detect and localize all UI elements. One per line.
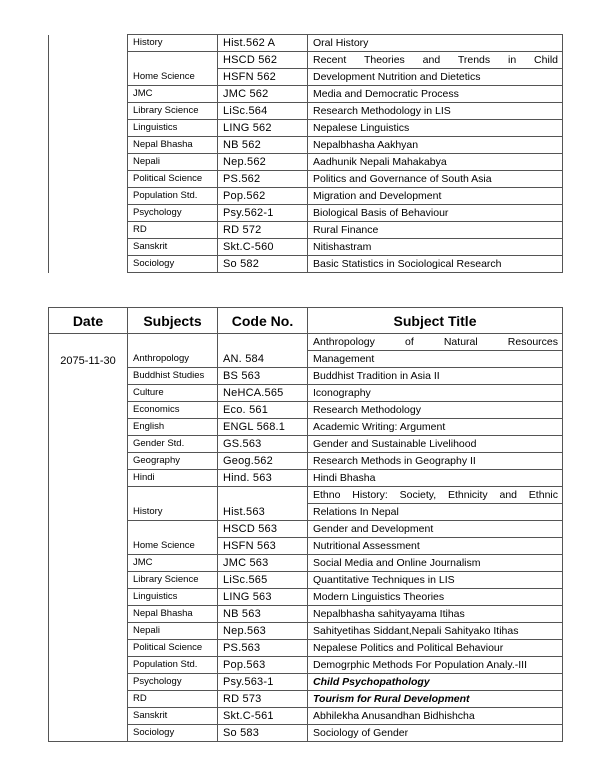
subject-cell: Psychology [128, 674, 218, 691]
subject-cell: Economics [128, 402, 218, 419]
subject-cell: Linguistics [128, 120, 218, 137]
header-subject-title: Subject Title [308, 308, 563, 334]
title-cell: Relations In Nepal [308, 504, 563, 521]
subject-cell: Library Science [128, 103, 218, 120]
title-cell: Ethno History: Society, Ethnicity and Ethnic [308, 487, 563, 504]
subject-cell: Nepali [128, 154, 218, 171]
title-cell: Social Media and Online Journalism [308, 555, 563, 572]
title-cell: Migration and Development [308, 188, 563, 205]
code-cell: Pop.562 [218, 188, 308, 205]
code-cell: LiSc.565 [218, 572, 308, 589]
code-cell: LING 562 [218, 120, 308, 137]
subject-cell: Population Std. [128, 657, 218, 674]
subject-cell: Hindi [128, 470, 218, 487]
title-cell: Development Nutrition and Dietetics [308, 69, 563, 86]
code-cell: NB 562 [218, 137, 308, 154]
code-cell: Hind. 563 [218, 470, 308, 487]
code-cell: Psy.562-1 [218, 205, 308, 222]
title-cell: Gender and Development [308, 521, 563, 538]
title-cell: Demogrphic Methods For Population Analy.-III [308, 657, 563, 674]
subject-cell: English [128, 419, 218, 436]
subject-cell: History [128, 487, 218, 521]
code-cell: PS.563 [218, 640, 308, 657]
subject-cell: Nepal Bhasha [128, 137, 218, 154]
code-cell: So 583 [218, 725, 308, 742]
code-cell: Nep.563 [218, 623, 308, 640]
code-cell: AN. 584 [218, 334, 308, 368]
code-cell: Hist.562 A [218, 35, 308, 52]
table1-body [49, 35, 563, 273]
title-cell: Nutritional Assessment [308, 538, 563, 555]
title-cell: Nepalbhasha Aakhyan [308, 137, 563, 154]
subject-cell: RD [128, 691, 218, 708]
subject-cell: Nepali [128, 623, 218, 640]
title-cell: Quantitative Techniques in LIS [308, 572, 563, 589]
subject-cell: Nepal Bhasha [128, 606, 218, 623]
exam-date: 2075-11-30 [60, 355, 116, 367]
title-cell: Anthropology of Natural Resources [308, 334, 563, 351]
subject-cell: Psychology [128, 205, 218, 222]
exam-schedule-table [48, 307, 563, 742]
code-cell: RD 573 [218, 691, 308, 708]
subject-cell: Population Std. [128, 188, 218, 205]
code-cell: HSFN 563 [218, 538, 308, 555]
header-code-no: Code No. [218, 308, 308, 334]
title-cell: Biological Basis of Behaviour [308, 205, 563, 222]
code-cell: Pop.563 [218, 657, 308, 674]
date-cell [49, 334, 128, 742]
code-cell: JMC 562 [218, 86, 308, 103]
subject-cell: Geography [128, 453, 218, 470]
subject-cell: History [128, 35, 218, 52]
date-cell [49, 35, 128, 273]
title-cell: Management [308, 351, 563, 368]
title-cell: Hindi Bhasha [308, 470, 563, 487]
title-cell: Modern Linguistics Theories [308, 589, 563, 606]
subject-cell: Home Science [128, 52, 218, 86]
title-cell: Research Methods in Geography II [308, 453, 563, 470]
title-cell: Nepalbhasha sahityayama Itihas [308, 606, 563, 623]
code-cell: Psy.563-1 [218, 674, 308, 691]
code-cell: So 582 [218, 256, 308, 273]
table-row [49, 334, 563, 351]
code-cell: LING 563 [218, 589, 308, 606]
code-cell: HSCD 562 [218, 52, 308, 69]
exam-schedule-table-continued [48, 34, 563, 273]
title-cell: Buddhist Tradition in Asia II [308, 368, 563, 385]
table2-body [49, 334, 563, 742]
title-cell: Rural Finance [308, 222, 563, 239]
code-cell: PS.562 [218, 171, 308, 188]
code-cell: ENGL 568.1 [218, 419, 308, 436]
title-cell: Politics and Governance of South Asia [308, 171, 563, 188]
code-cell: Skt.C-560 [218, 239, 308, 256]
title-cell: Media and Democratic Process [308, 86, 563, 103]
subject-cell: Sociology [128, 256, 218, 273]
title-cell: Child Psychopathology [308, 674, 563, 691]
subject-cell: JMC [128, 555, 218, 572]
title-cell: Basic Statistics in Sociological Research [308, 256, 563, 273]
title-cell: Iconography [308, 385, 563, 402]
title-cell: Nepalese Politics and Political Behaviour [308, 640, 563, 657]
table2-header [49, 308, 563, 334]
code-cell: JMC 563 [218, 555, 308, 572]
subject-cell: Political Science [128, 640, 218, 657]
subject-cell: Political Science [128, 171, 218, 188]
code-cell: BS 563 [218, 368, 308, 385]
subject-cell: Sanskrit [128, 239, 218, 256]
code-cell: Skt.C-561 [218, 708, 308, 725]
code-cell: Geog.562 [218, 453, 308, 470]
code-cell: HSCD 563 [218, 521, 308, 538]
title-cell: Recent Theories and Trends in Child [308, 52, 563, 69]
subject-cell: Linguistics [128, 589, 218, 606]
title-cell: Oral History [308, 35, 563, 52]
header-subjects: Subjects [128, 308, 218, 334]
code-cell: Nep.562 [218, 154, 308, 171]
subject-cell: Home Science [128, 521, 218, 555]
code-cell: Hist.563 [218, 487, 308, 521]
table-row [49, 35, 563, 52]
title-cell: Research Methodology in LIS [308, 103, 563, 120]
subject-cell: Anthropology [128, 334, 218, 368]
title-cell: Nitishastram [308, 239, 563, 256]
subject-cell: Sociology [128, 725, 218, 742]
title-cell: Gender and Sustainable Livelihood [308, 436, 563, 453]
code-cell: HSFN 562 [218, 69, 308, 86]
title-cell: Research Methodology [308, 402, 563, 419]
code-cell: Eco. 561 [218, 402, 308, 419]
header-row [49, 308, 563, 334]
title-cell: Tourism for Rural Development [308, 691, 563, 708]
title-cell: Nepalese Linguistics [308, 120, 563, 137]
subject-cell: Culture [128, 385, 218, 402]
code-cell: GS.563 [218, 436, 308, 453]
code-cell: NeHCA.565 [218, 385, 308, 402]
code-cell: LiSc.564 [218, 103, 308, 120]
subject-cell: Buddhist Studies [128, 368, 218, 385]
code-cell: RD 572 [218, 222, 308, 239]
title-cell: Sociology of Gender [308, 725, 563, 742]
title-cell: Abhilekha Anusandhan Bidhishcha [308, 708, 563, 725]
subject-cell: Sanskrit [128, 708, 218, 725]
subject-cell: RD [128, 222, 218, 239]
subject-cell: JMC [128, 86, 218, 103]
header-date: Date [49, 308, 128, 334]
code-cell: NB 563 [218, 606, 308, 623]
subject-cell: Gender Std. [128, 436, 218, 453]
title-cell: Aadhunik Nepali Mahakabya [308, 154, 563, 171]
title-cell: Sahityetihas Siddant,Nepali Sahityako Itihas [308, 623, 563, 640]
title-cell: Academic Writing: Argument [308, 419, 563, 436]
subject-cell: Library Science [128, 572, 218, 589]
